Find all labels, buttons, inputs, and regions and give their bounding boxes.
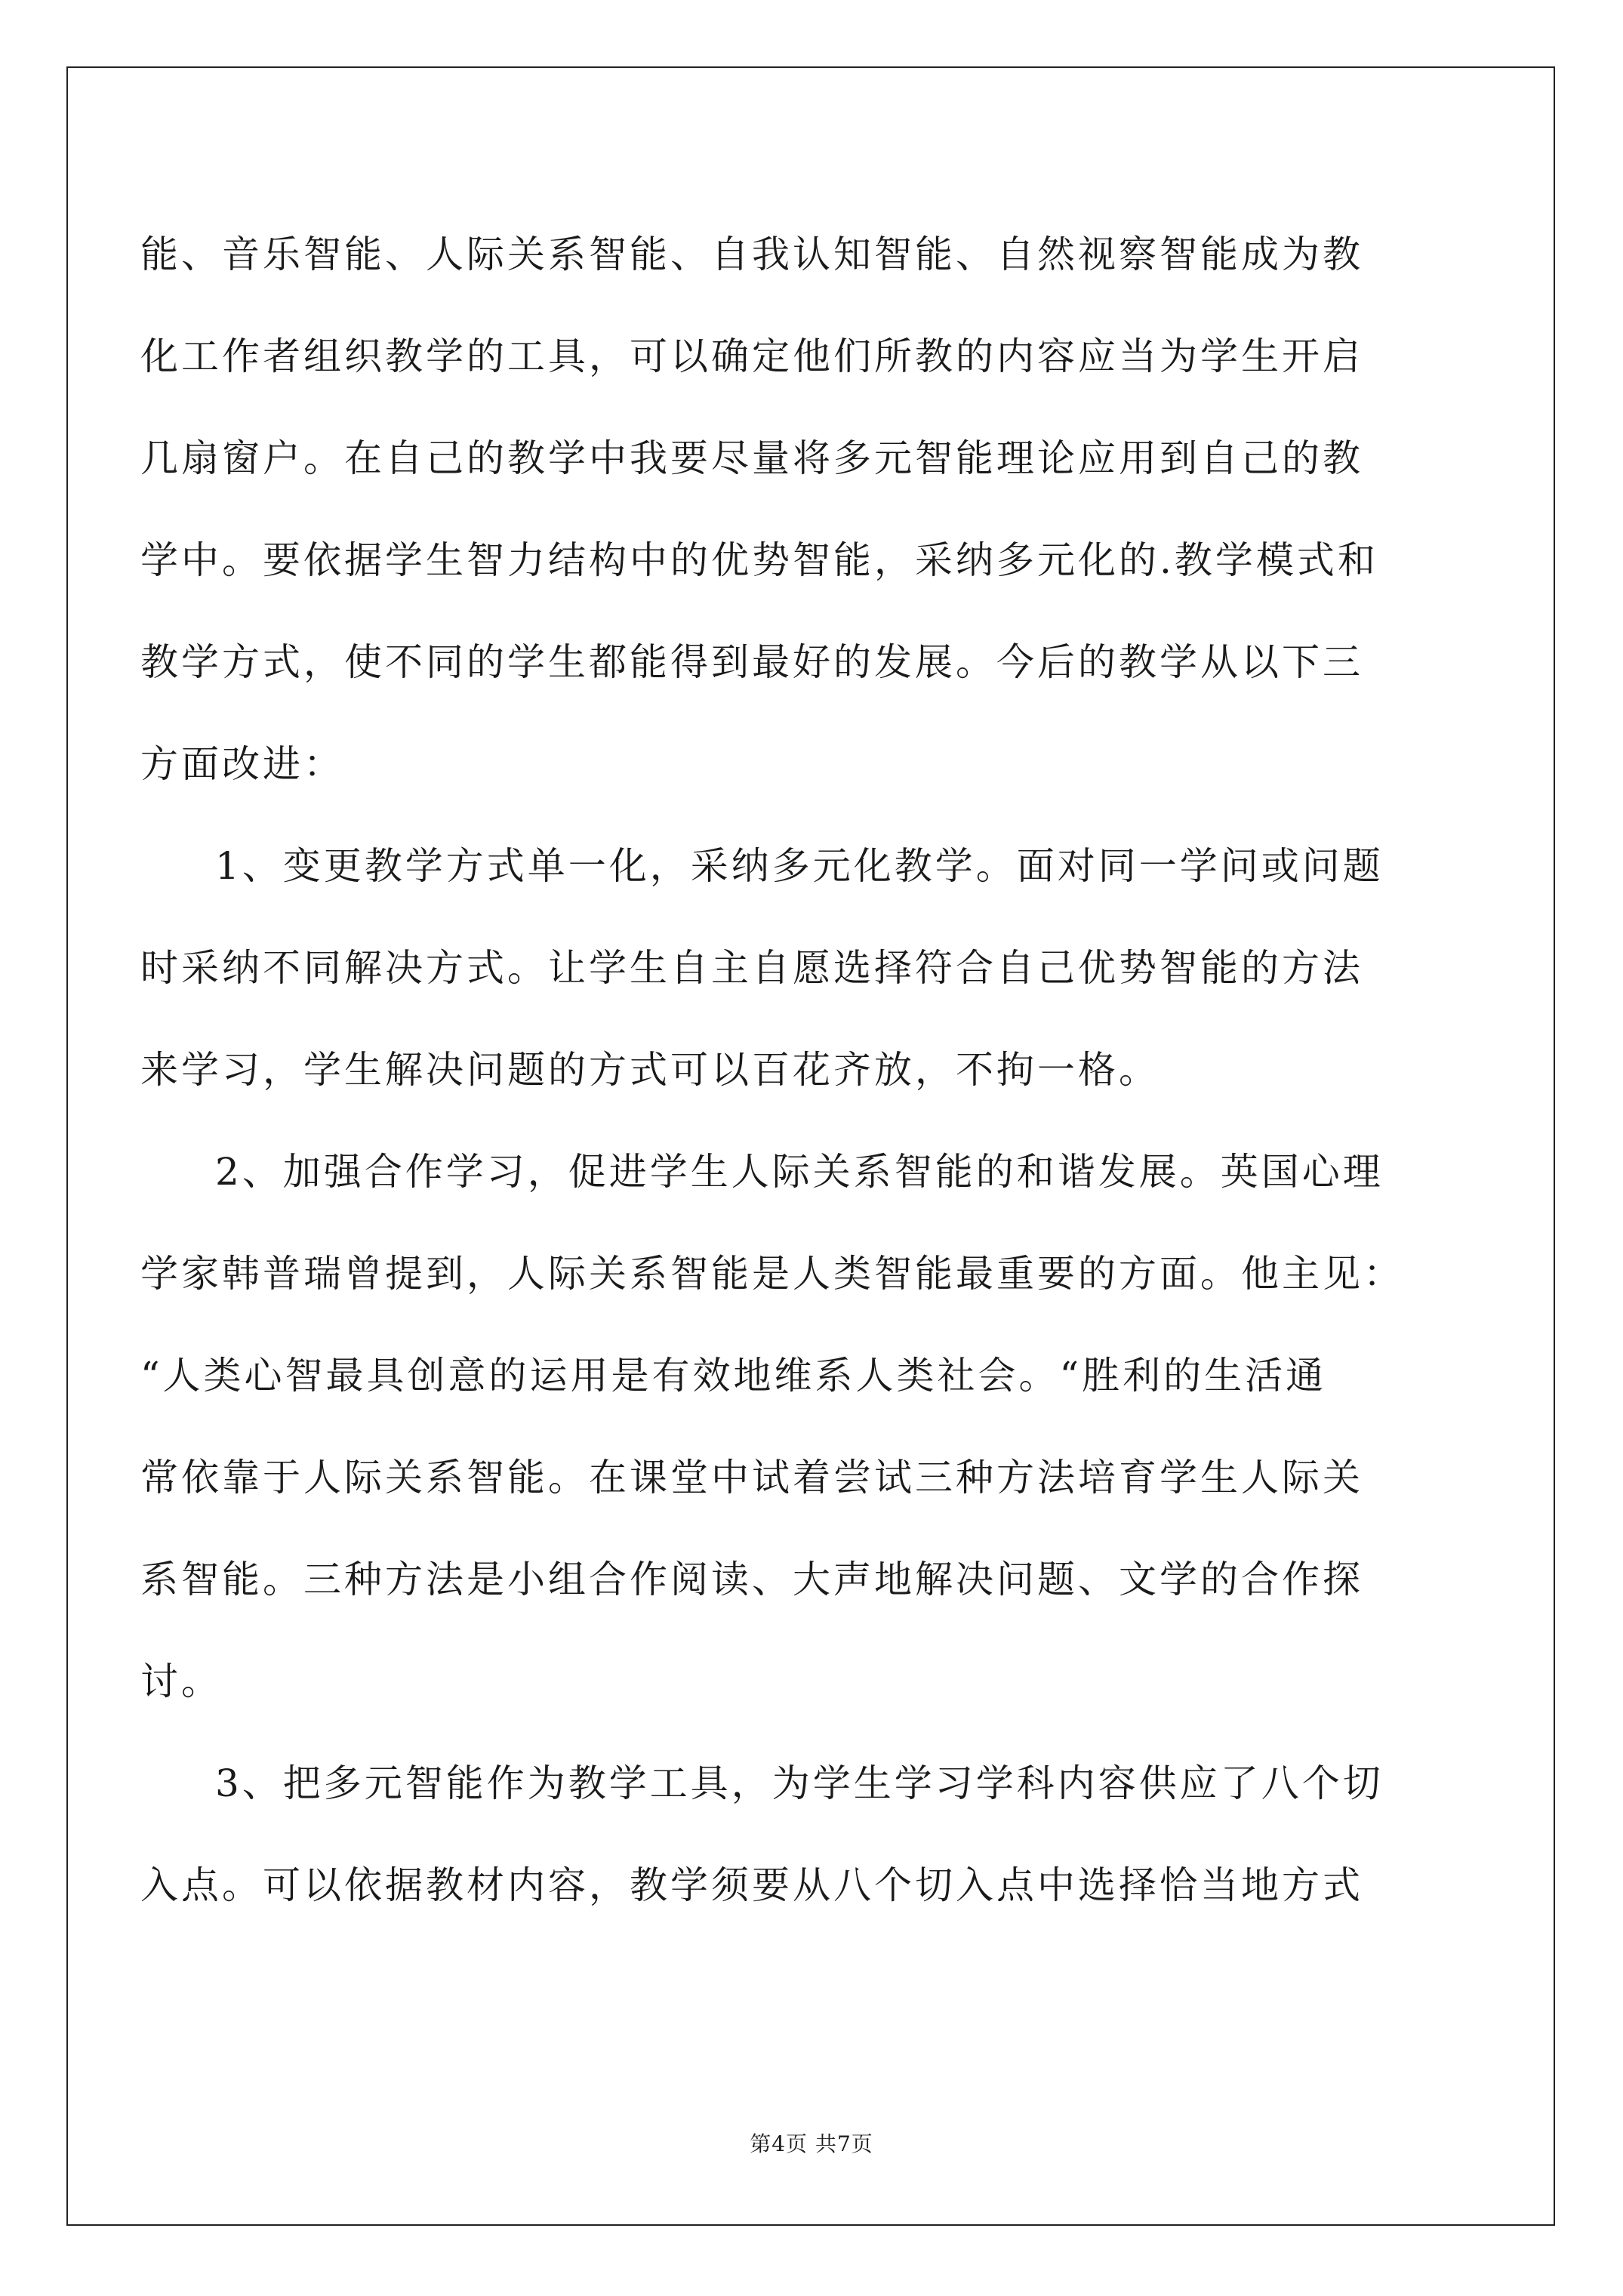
text-line: 系智能。三种方法是小组合作阅读、大声地解决问题、文学的合作探 bbox=[140, 1558, 1363, 1601]
page-number: 第4页 共7页 bbox=[750, 2131, 873, 2156]
text-line: 化工作者组织教学的工具，可以确定他们所教的内容应当为学生开启 bbox=[140, 334, 1363, 378]
document-body bbox=[140, 204, 1439, 1937]
text-line: 学家韩普瑞曾提到，人际关系智能是人类智能最重要的方面。他主见： bbox=[140, 1252, 1404, 1296]
text-line: 入点。可以依据教材内容，教学须要从八个切入点中选择恰当地方式 bbox=[140, 1863, 1363, 1907]
text-line: 学中。要依据学生智力结构中的优势智能，采纳多元化的.教学模式和 bbox=[140, 538, 1378, 582]
text-line: 常依靠于人际关系智能。在课堂中试着尝试三种方法培育学生人际关 bbox=[140, 1456, 1363, 1499]
paragraph-3-start: 3、把多元智能作为教学工具，为学生学习学科内容供应了八个切 bbox=[215, 1761, 1384, 1805]
paragraph-2-start: 2、加强合作学习，促进学生人际关系智能的和谐发展。英国心理 bbox=[215, 1150, 1384, 1194]
text-line: 方面改进： bbox=[140, 742, 344, 786]
text-line: 教学方式，使不同的学生都能得到最好的发展。今后的教学从以下三 bbox=[140, 640, 1363, 684]
text-line: 时采纳不同解决方式。让学生自主自愿选择符合自己优势智能的方法 bbox=[140, 946, 1363, 990]
text-line: “人类心智最具创意的运用是有效地维系人类社会。“胜利的生活通 bbox=[140, 1354, 1327, 1398]
text-line: 来学习，学生解决问题的方式可以百花齐放，不拘一格。 bbox=[140, 1048, 1160, 1092]
text-line: 几扇窗户。在自己的教学中我要尽量将多元智能理论应用到自己的教 bbox=[140, 436, 1363, 480]
paragraph-1-start: 1、变更教学方式单一化，采纳多元化教学。面对同一学问或问题 bbox=[215, 844, 1384, 888]
text-line: 讨。 bbox=[140, 1660, 222, 1703]
text-line: 能、音乐智能、人际关系智能、自我认知智能、自然视察智能成为教 bbox=[140, 233, 1363, 276]
